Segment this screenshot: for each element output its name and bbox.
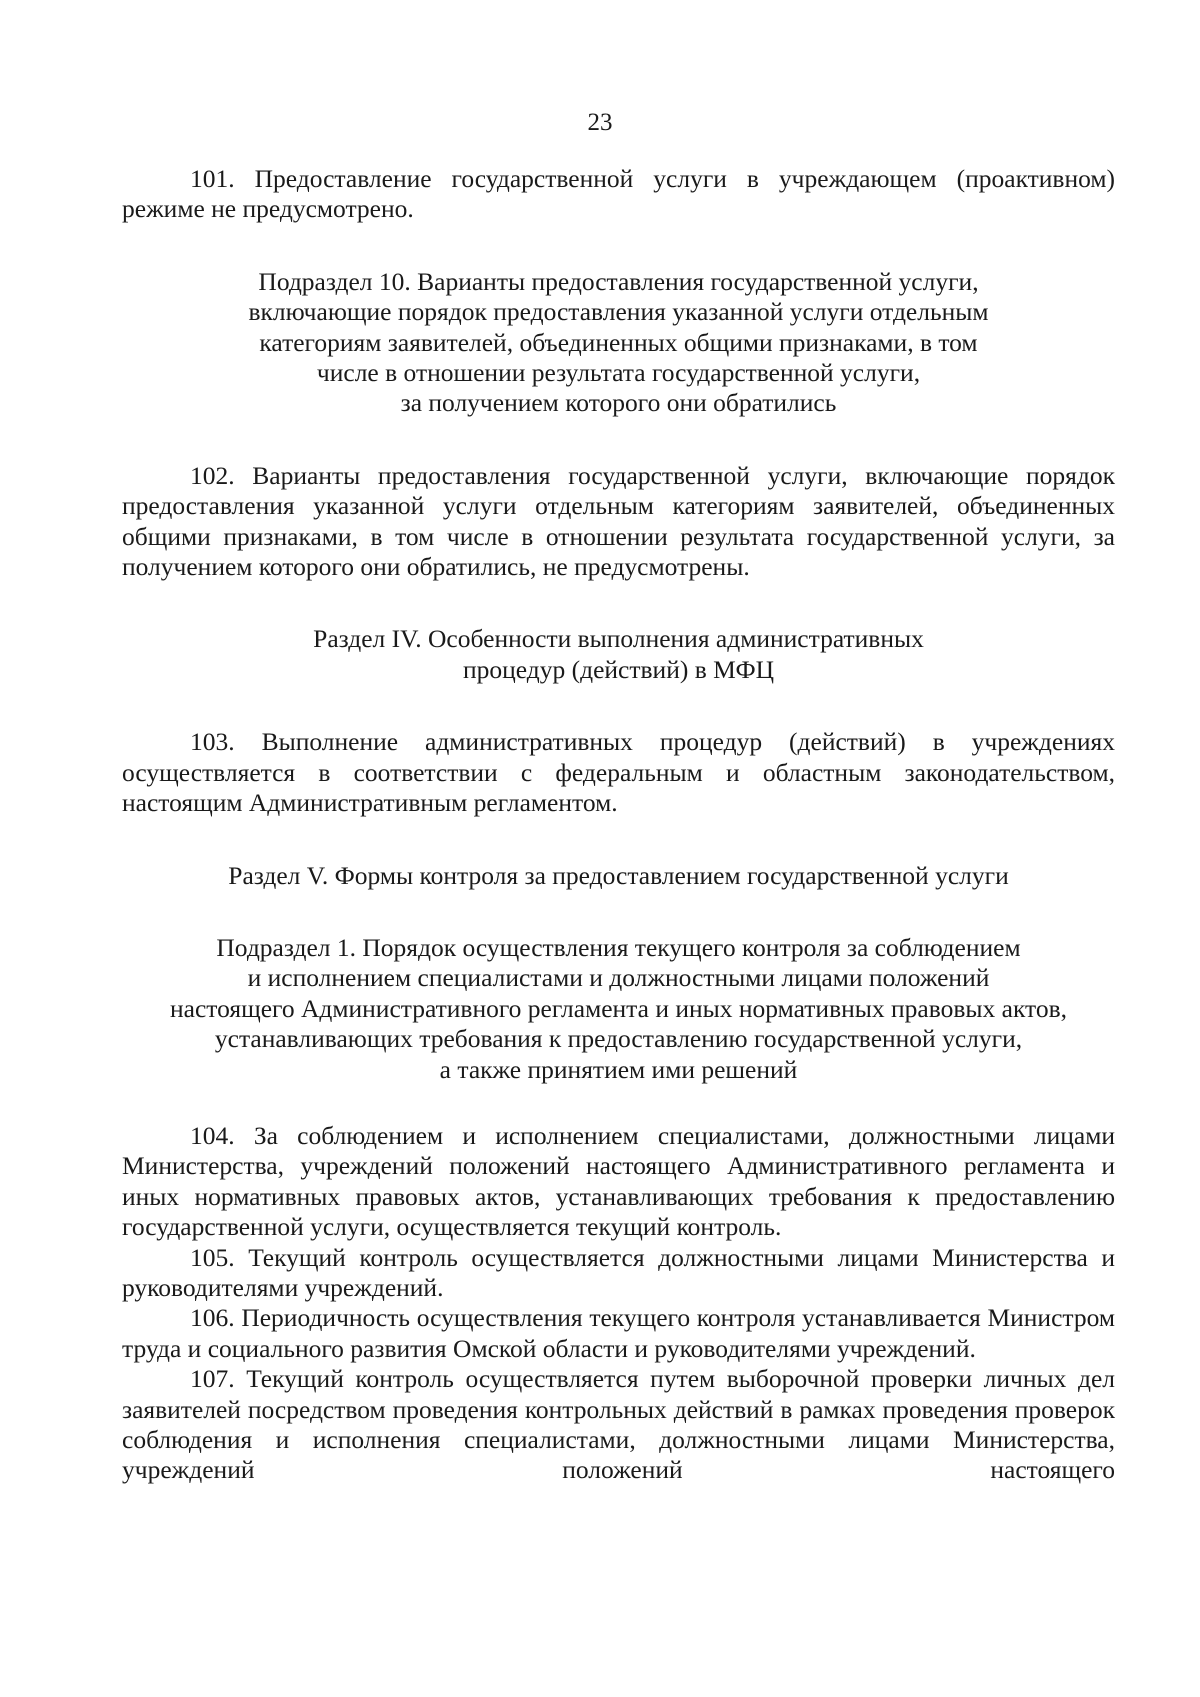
heading-line: за получением которого они обратились	[400, 388, 837, 418]
heading-line: и исполнением специалистами и должностными лицами положений	[247, 963, 990, 993]
paragraph-105: 105. Текущий контроль осуществляется должностными лицами Министерства и руководителями учреждений.	[122, 1242, 1115, 1302]
paragraph-103: 103. Выполнение административных процедур (действий) в учреждениях осуществляется в соответствии с федеральным и областным законодательством, настоящим Административным регламентом.	[122, 727, 1115, 818]
subsection-10-heading	[122, 267, 1115, 419]
heading-line: Раздел IV. Особенности выполнения административных	[313, 624, 924, 654]
heading-line: Подраздел 1. Порядок осуществления текущего контроля за соблюдением	[216, 932, 1021, 962]
paragraph-101: 101. Предоставление государственной услуги в учреждающем (проактивном) режиме не предусмотрено.	[122, 164, 1115, 224]
page-number: 23	[587, 109, 613, 136]
heading-line: Подраздел 10. Варианты предоставления государственной услуги,	[258, 266, 979, 296]
heading-line: настоящего Административного регламента и иных нормативных правовых актов,	[170, 993, 1067, 1023]
paragraph-106: 106. Периодичность осуществления текущего контроля устанавливается Министром труда и социального развития Омской области и руководителями учреждений.	[122, 1303, 1115, 1363]
paragraph-107: 107. Текущий контроль осуществляется путем выборочной проверки личных дел заявителей посредством проведения контрольных действий в рамках проведения проверок соблюдения и исполнения специалистами, должностными лицами Министерства, учреждений положений настоящего	[122, 1364, 1115, 1485]
paragraph-102: 102. Варианты предоставления государственной услуги, включающие порядок предоставления указанной услуги отдельным категориям заявителей, объединенных общими признаками, в том числе в отношении результата государственной услуги, за получением которого они обратились, не предусмотрены.	[122, 460, 1115, 582]
section-4-heading	[122, 624, 1115, 685]
document-body	[122, 164, 1115, 1486]
heading-line: устанавливающих требования к предоставлению государственной услуги,	[214, 1024, 1023, 1054]
heading-line: процедур (действий) в МФЦ	[462, 654, 775, 684]
section-5-heading: Раздел V. Формы контроля за предоставлением государственной услуги	[228, 860, 1009, 890]
paragraph-104: 104. За соблюдением и исполнением специалистами, должностными лицами Министерства, учреждений положений настоящего Административного регламента и иных нормативных правовых актов, устанавливающих требования к предоставлению государственной услуги, осуществляется текущий контроль.	[122, 1120, 1115, 1242]
subsection-1-heading	[122, 933, 1115, 1085]
heading-line: включающие порядок предоставления указанной услуги отдельным	[248, 297, 989, 327]
heading-line: а также принятием ими решений	[439, 1054, 798, 1084]
heading-line: категориям заявителей, объединенных общими признаками, в том	[259, 327, 978, 357]
heading-line: числе в отношении результата государственной услуги,	[316, 358, 921, 388]
